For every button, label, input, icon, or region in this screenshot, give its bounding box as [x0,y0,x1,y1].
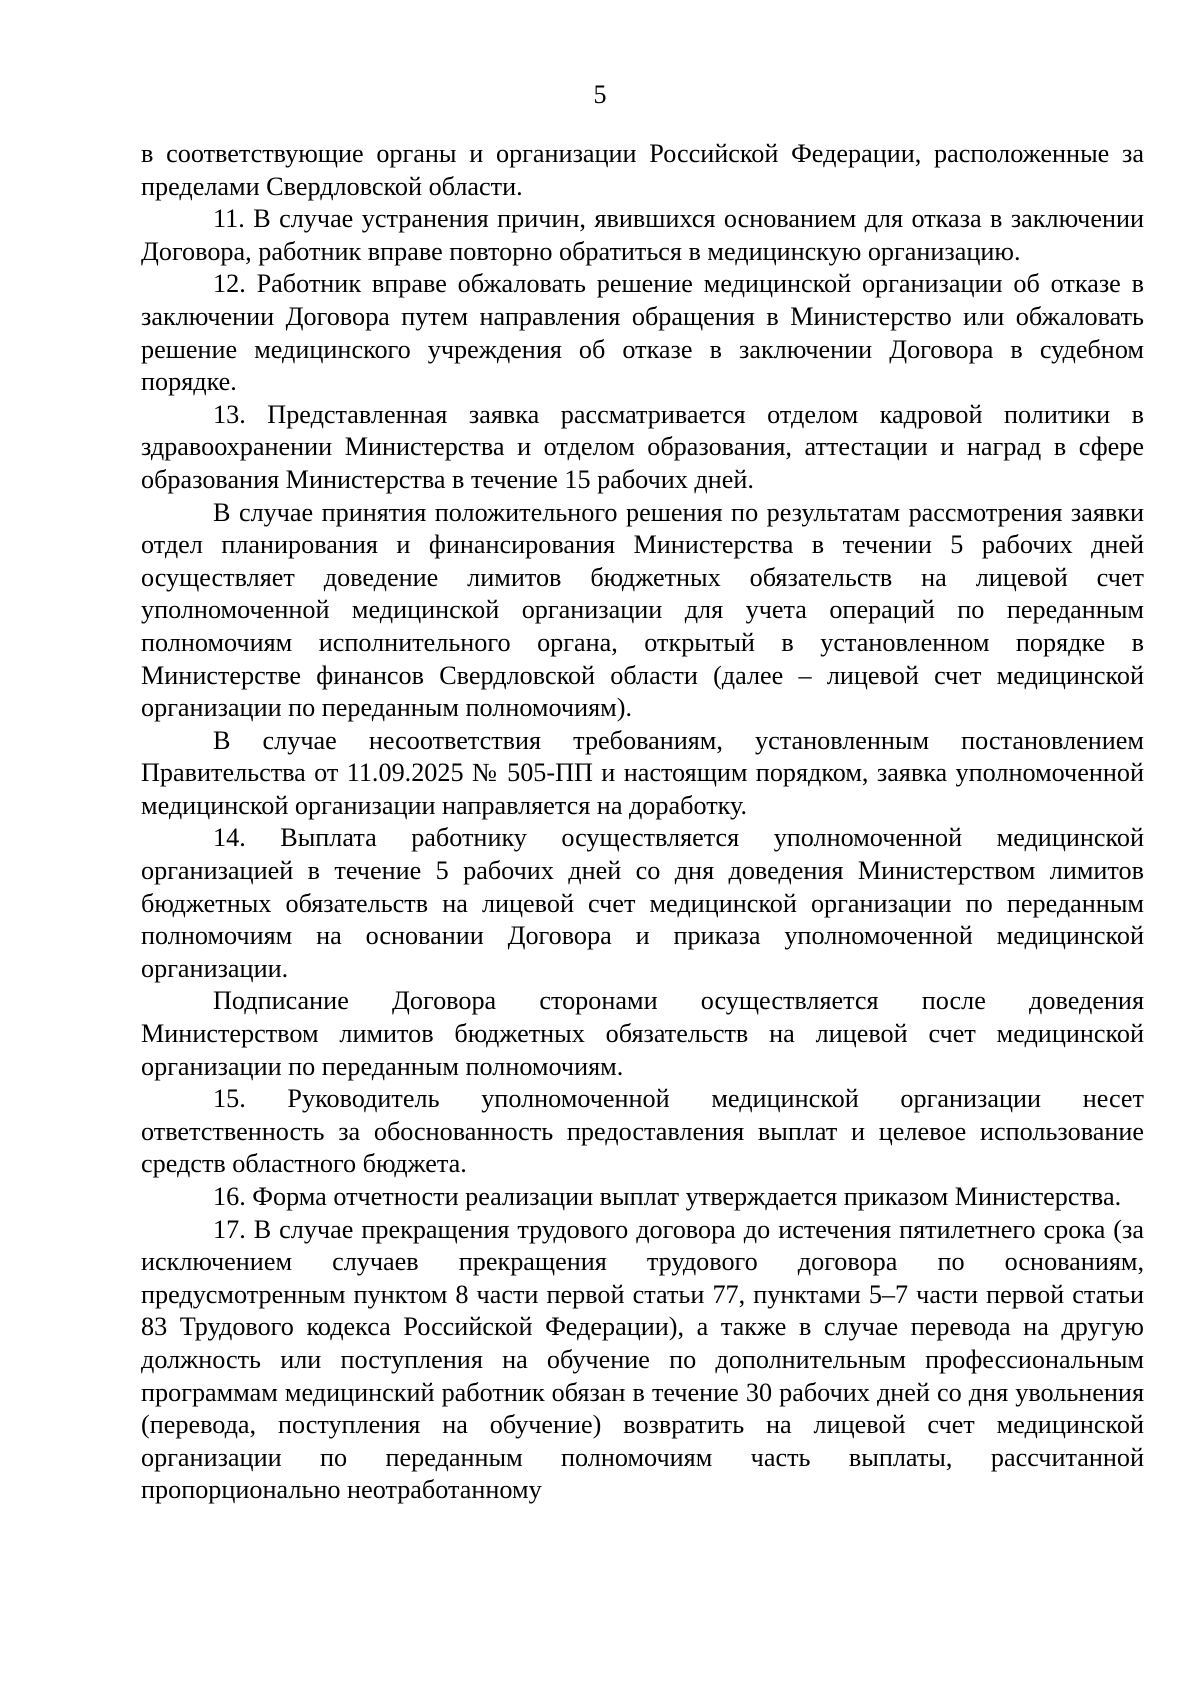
page-number: 5 [593,80,607,109]
paragraph-item-15: 15. Руководитель уполномоченной медицинской организации несет ответственность за обоснованность предоставления выплат и целевое использование средств областного бюджета. [141,1084,1144,1179]
paragraph-item-16: 16. Форма отчетности реализации выплат утверждается приказом Министерства. [213,1182,1122,1211]
paragraph-positive-decision: В случае принятия положительного решения по результатам рассмотрения заявки отдел планирования и финансирования Министерства в течении 5 рабочих дней осуществляет доведение лимитов бюджетных обязательств на лицевой счет уполномоченной медицинской организации для учета операций по переданным полномочиям исполнительного органа, открытый в установленном порядке в Министерстве финансов Свердловской области (далее – лицевой счет медицинской организации по переданным полномочиям). [141,497,1144,723]
paragraph-item-14: 14. Выплата работнику осуществляется уполномоченной медицинской организацией в течение 5 рабочих дней со дня доведения Министерством лимитов бюджетных обязательств на лицевой счет медицинской организации по переданным полномочиям на основании Договора и приказа уполномоченной медицинской организации. [141,823,1144,983]
paragraph-item-11: 11. В случае устранения причин, явившихся основанием для отказа в заключении Договора, работник вправе повторно обратиться в медицинскую организацию. [141,204,1144,266]
paragraph-continuation: в соответствующие органы и организации Российской Федерации, расположенные за пределами Свердловской области. [141,139,1144,201]
paragraph-item-17: 17. В случае прекращения трудового договора до истечения пятилетнего срока (за исключением случаев прекращения трудового договора по основаниям, предусмотренным пунктом 8 части первой статьи 77, пунктами 5–7 части первой статьи 83 Трудового кодекса Российской Федерации), а также в случае перевода на другую должность или поступления на обучение по дополнительным профессиональным программам медицинский работник обязан в течение 30 рабочих дней со дня увольнения (перевода, поступления на обучение) возвратить на лицевой счет медицинской организации по переданным полномочиям часть выплаты, рассчитанной пропорционально неотработанному [141,1214,1144,1505]
paragraph-item-12: 12. Работник вправе обжаловать решение медицинской организации об отказе в заключении Договора путем направления обращения в Министерство или обжаловать решение медицинского учреждения об отказе в заключении Договора в судебном порядке. [141,269,1144,397]
paragraph-contract-signing: Подписание Договора сторонами осуществляется после доведения Министерством лимитов бюджетных обязательств на лицевой счет медицинской организации по переданным полномочиям. [141,986,1144,1081]
paragraph-item-13: 13. Представленная заявка рассматривается отделом кадровой политики в здравоохранении Министерства и отделом образования, аттестации и наград в сфере образования Министерства в течение 15 рабочих дней. [141,399,1144,494]
paragraph-non-compliance: В случае несоответствия требованиям, установленным постановлением Правительства от 11.09.2025 № 505-ПП и настоящим порядком, заявка уполномоченной медицинской организации направляется на доработку. [141,725,1144,820]
document-body [141,138,1144,1507]
